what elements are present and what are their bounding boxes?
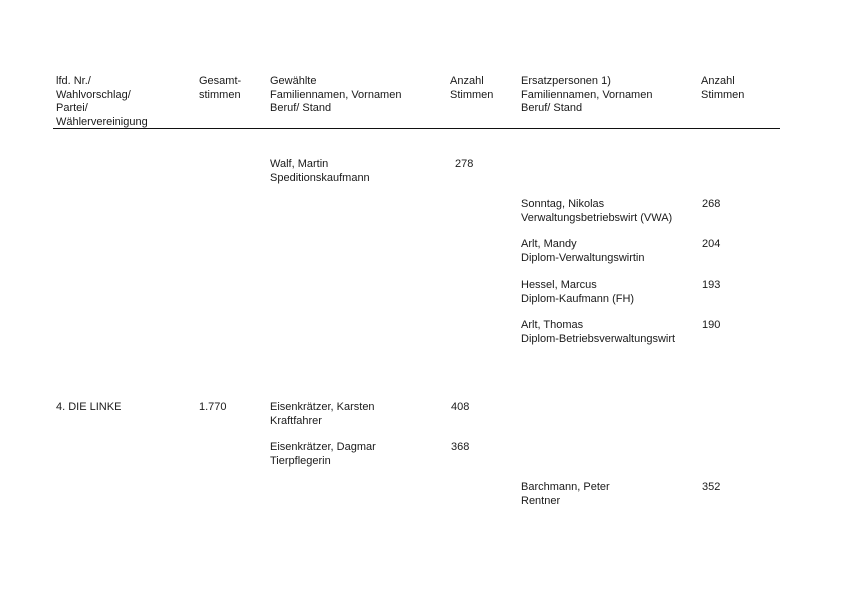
party-total-votes: 1.770 — [199, 401, 227, 413]
elected-name-job: Eisenkrätzer, Karsten Kraftfahrer — [270, 401, 375, 427]
elected-name-job: Eisenkrätzer, Dagmar Tierpflegerin — [270, 441, 376, 467]
substitute-votes: 193 — [702, 279, 721, 291]
substitute-name-job: Arlt, Thomas Diplom-Betriebsverwaltungswirt — [521, 319, 676, 345]
header-votes: Anzahl Stimmen — [450, 75, 494, 101]
party-name: 4. DIE LINKE — [56, 401, 122, 413]
elected-votes: 368 — [451, 441, 470, 453]
header-substitute-votes: Anzahl Stimmen — [701, 75, 745, 101]
substitute-name-job: Barchmann, Peter Rentner — [521, 481, 610, 507]
header-divider — [53, 128, 780, 129]
elected-votes: 278 — [455, 158, 474, 170]
elected-votes: 408 — [451, 401, 470, 413]
substitute-name-job: Sonntag, Nikolas Verwaltungsbetriebswirt (VWA) — [521, 198, 673, 224]
substitute-name-job: Arlt, Mandy Diplom-Verwaltungswirtin — [521, 238, 645, 264]
header-substitutes: Ersatzpersonen 1) Familiennamen, Vornamen Beruf/ Stand — [521, 75, 653, 114]
substitute-votes: 352 — [702, 481, 721, 493]
substitute-votes: 204 — [702, 238, 721, 250]
header-list-number: lfd. Nr./ Wahlvorschlag/ Partei/ Wählervereinigung — [56, 75, 148, 128]
substitute-votes: 268 — [702, 198, 721, 210]
substitute-name-job: Hessel, Marcus Diplom-Kaufmann (FH) — [521, 279, 635, 305]
header-elected: Gewählte Familiennamen, Vornamen Beruf/ Stand — [270, 75, 402, 114]
header-total-votes: Gesamt- stimmen — [199, 75, 242, 101]
elected-name-job: Walf, Martin Speditionskaufmann — [270, 158, 370, 184]
substitute-votes: 190 — [702, 319, 721, 331]
